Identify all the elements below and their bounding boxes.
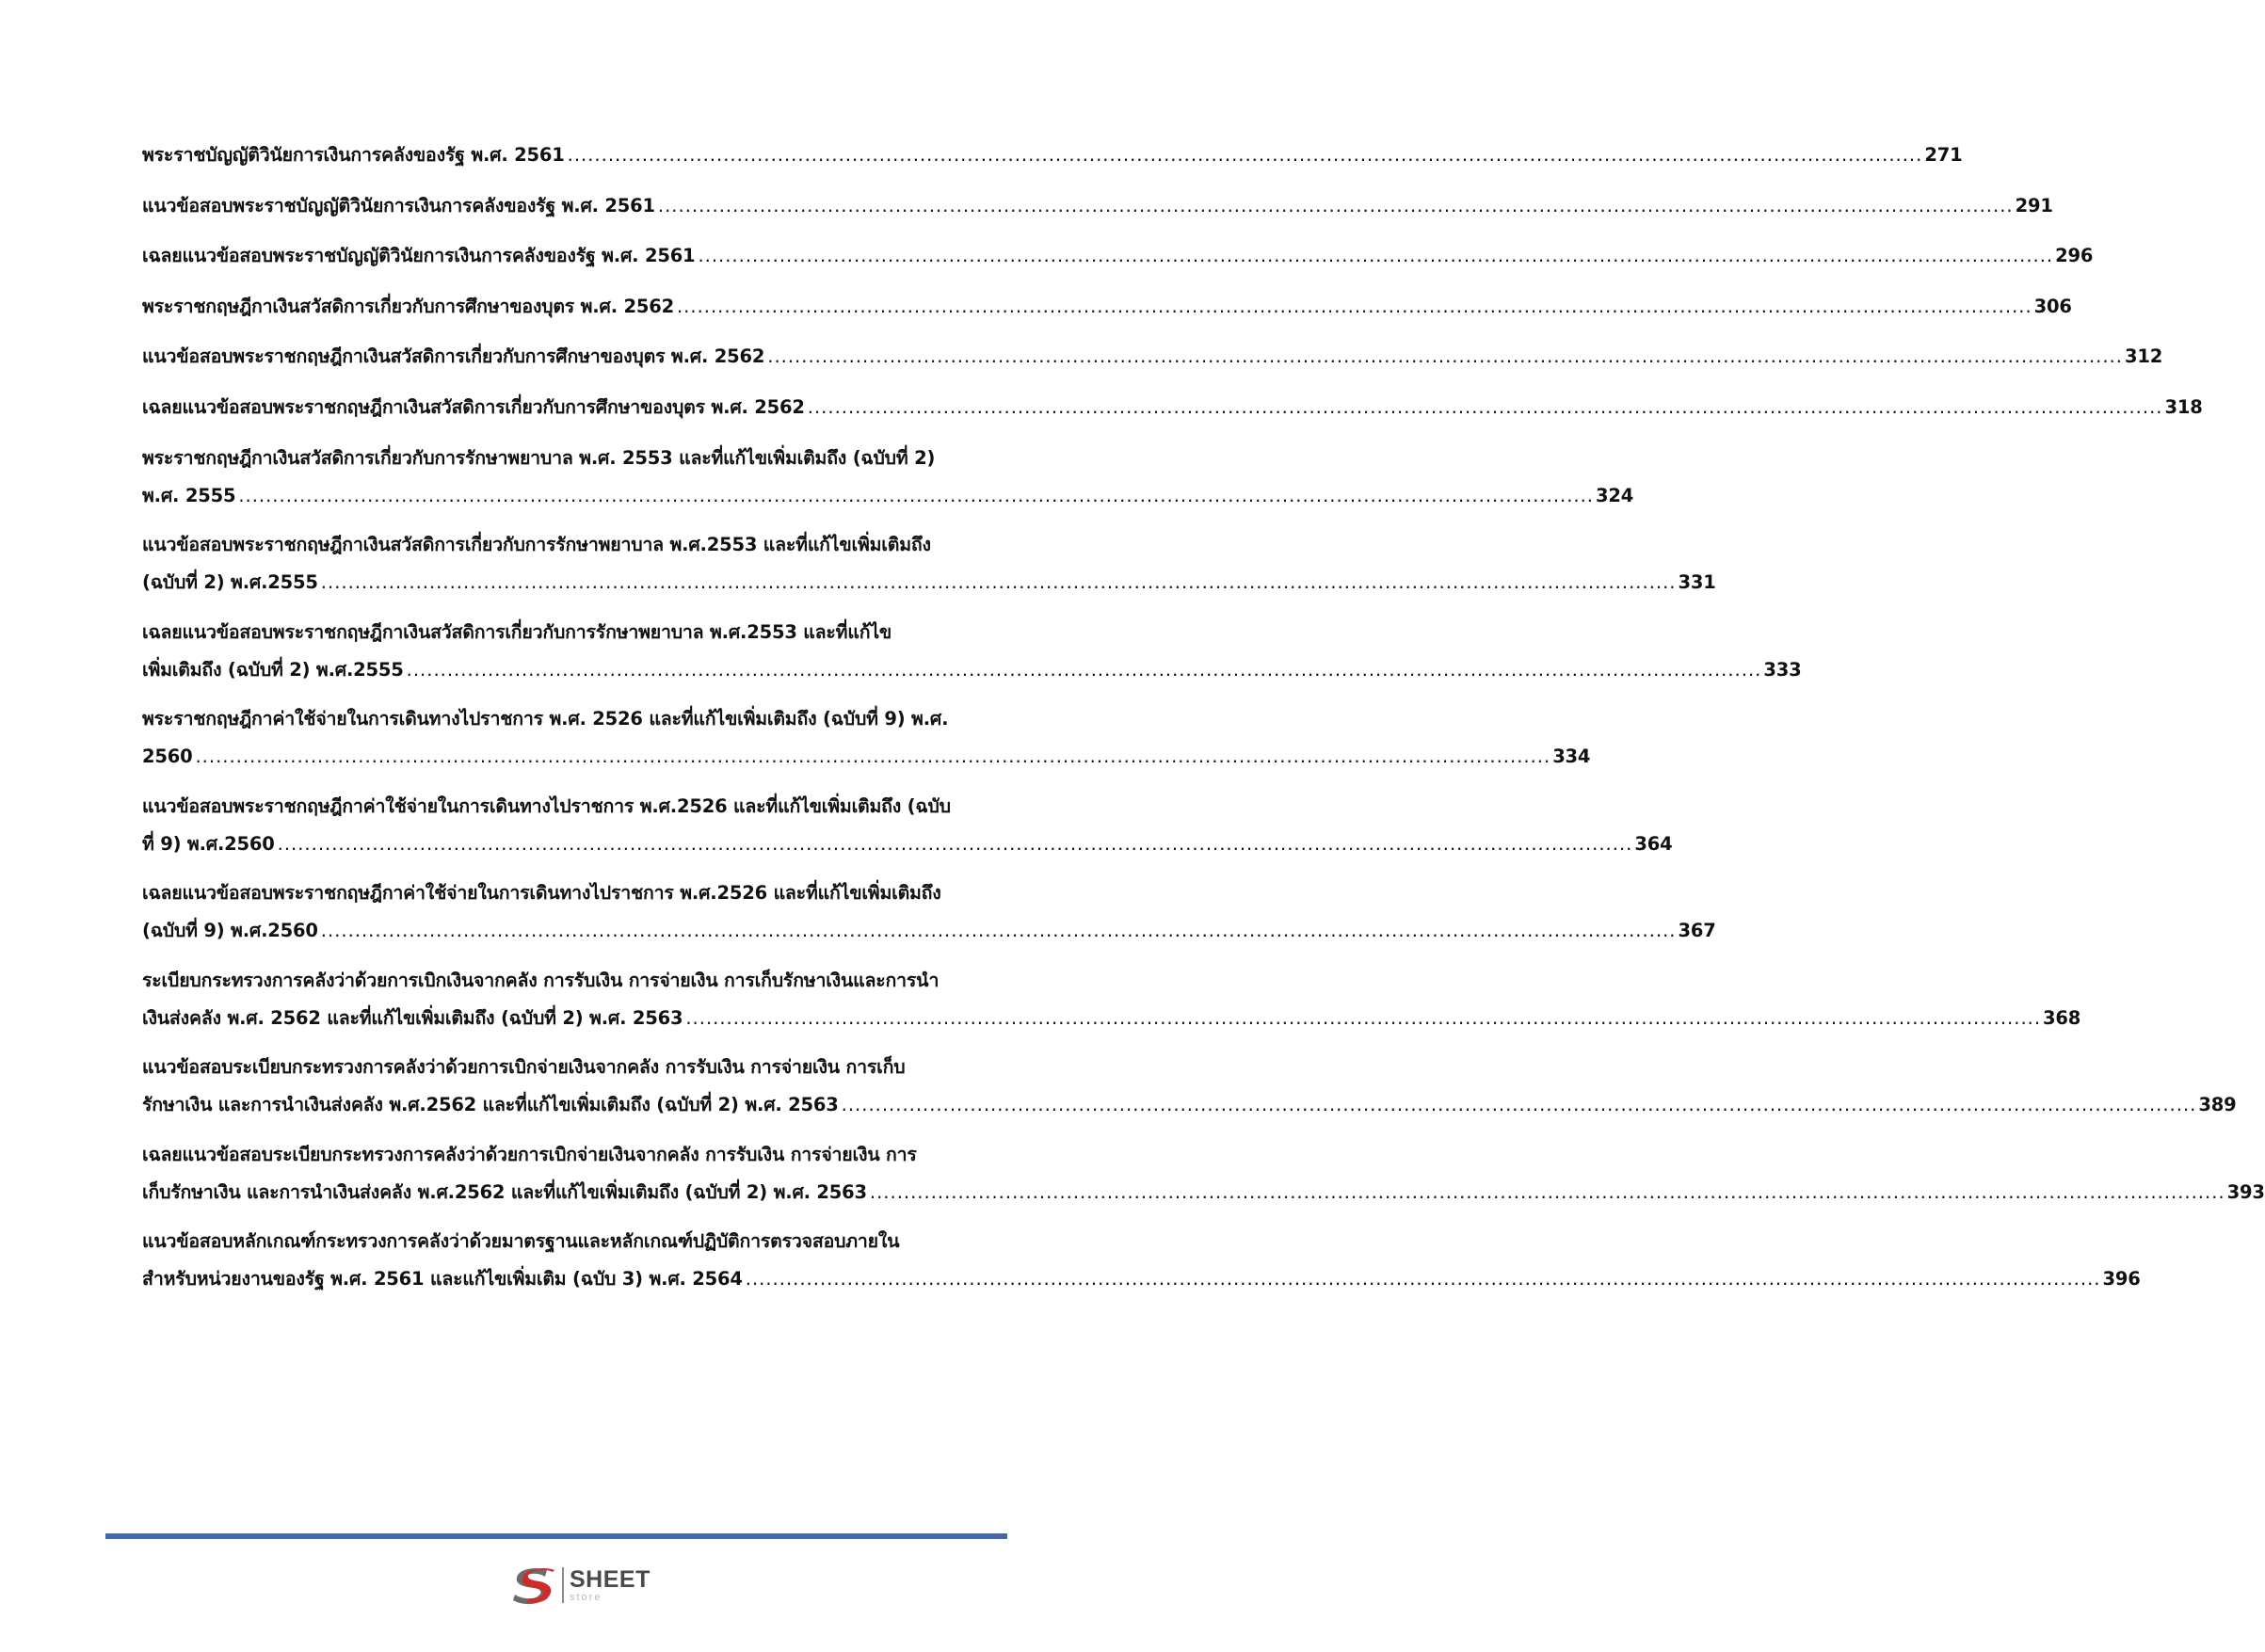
toc-entry-title-line: แนวข้อสอบหลักเกณฑ์กระทรวงการคลังว่าด้วยมาตรฐานและหลักเกณฑ์ปฏิบัติการตรวจสอบภายใน (142, 1230, 900, 1253)
toc-page-number: 312 (2124, 345, 2163, 368)
dot-leader: ........................................................................................................................................................................................................ (745, 1268, 2101, 1291)
dot-leader: ........................................................................................................................................................................................................ (841, 1094, 2197, 1116)
toc-entry[interactable] (142, 881, 1716, 943)
toc-entry-title-line: พ.ศ. 2555 (142, 484, 236, 506)
toc-entry-title-line: (ฉบับที่ 9) พ.ศ.2560 (142, 920, 318, 942)
dot-leader: ........................................................................................................................................................................................................ (807, 396, 2163, 418)
toc-entry-title-line: แนวข้อสอบพระราชบัญญัติวินัยการเงินการคลังของรัฐ พ.ศ. 2561 (142, 194, 655, 217)
toc-entry-title-line: เฉลยแนวข้อสอบพระราชกฤษฎีกาเงินสวัสดิการเกี่ยวกับการศึกษาของบุตร พ.ศ. 2562 (142, 396, 805, 418)
logo-separator (562, 1567, 564, 1603)
toc-entry[interactable] (142, 446, 1634, 508)
toc-page-number: 367 (1678, 920, 1716, 942)
toc-entry[interactable] (142, 794, 1673, 857)
toc-entry[interactable] (142, 395, 2203, 420)
toc-entry-title-line: พระราชกฤษฎีกาเงินสวัสดิการเกี่ยวกับการรักษาพยาบาล พ.ศ. 2553 และที่แก้ไขเพิ่มเติมถึง (ฉบับที่ 2) (142, 446, 936, 469)
toc-entry[interactable] (142, 345, 2163, 369)
dot-leader: ........................................................................................................................................................................................................ (767, 345, 2123, 368)
toc-entry[interactable] (142, 1143, 2265, 1205)
dot-leader: ........................................................................................................................................................................................................ (195, 746, 1551, 768)
toc-entry[interactable] (142, 194, 2053, 218)
toc-page-number: 331 (1678, 571, 1716, 594)
dot-leader: ........................................................................................................................................................................................................ (567, 144, 1923, 166)
dot-leader: ........................................................................................................................................................................................................ (676, 295, 2032, 317)
toc-entry-title-line: เพิ่มเติมถึง (ฉบับที่ 2) พ.ศ.2555 (142, 658, 404, 681)
toc-page-number: 396 (2102, 1268, 2141, 1291)
toc-page-number: 291 (2015, 194, 2053, 217)
dot-leader: ........................................................................................................................................................................................................ (320, 571, 1677, 594)
dot-leader: ........................................................................................................................................................................................................ (238, 484, 1595, 506)
toc-entry[interactable] (142, 533, 1716, 595)
toc-entry[interactable] (142, 244, 2094, 268)
dot-leader: ........................................................................................................................................................................................................ (869, 1180, 2225, 1203)
toc-entry-title-line: พระราชกฤษฎีกาค่าใช้จ่ายในการเดินทางไปราชการ พ.ศ. 2526 และที่แก้ไขเพิ่มเติมถึง (ฉบับที่ 9) พ.ศ. (142, 708, 949, 730)
toc-entry-title-line: (ฉบับที่ 2) พ.ศ.2555 (142, 571, 318, 594)
logo-s-icon (509, 1564, 558, 1606)
dot-leader: ........................................................................................................................................................................................................ (320, 920, 1677, 942)
toc-entry-title-line: เฉลยแนวข้อสอบพระราชบัญญัติวินัยการเงินการคลังของรัฐ พ.ศ. 2561 (142, 245, 696, 267)
toc-entry[interactable] (142, 1229, 2141, 1291)
toc-entry-title-line: เฉลยแนวข้อสอบระเบียบกระทรวงการคลังว่าด้วยการเบิกจ่ายเงินจากคลัง การรับเงิน การจ่ายเงิน การ (142, 1143, 917, 1165)
toc-entry-title-line: เฉลยแนวข้อสอบพระราชกฤษฎีกาเงินสวัสดิการเกี่ยวกับการรักษาพยาบาล พ.ศ.2553 และที่แก้ไข (142, 620, 892, 643)
toc-entry[interactable] (142, 143, 1963, 168)
toc-page-number: 393 (2226, 1180, 2265, 1203)
toc-page-number: 318 (2164, 396, 2203, 418)
footer-rule (105, 1533, 1007, 1539)
toc-page-number: 324 (1596, 484, 1634, 506)
toc-entry-title-line: พระราชกฤษฎีกาเงินสวัสดิการเกี่ยวกับการศึกษาของบุตร พ.ศ. 2562 (142, 295, 674, 317)
toc-page-number: 334 (1552, 746, 1591, 768)
dot-leader: ........................................................................................................................................................................................................ (698, 245, 2054, 267)
toc-page-number: 364 (1634, 832, 1673, 855)
toc-entry[interactable] (142, 295, 2072, 319)
toc-page-number: 296 (2055, 245, 2094, 267)
dot-leader: ........................................................................................................................................................................................................ (657, 194, 2014, 217)
logo-subword: store (570, 1591, 602, 1603)
toc-entry-title-line: ระเบียบกระทรวงการคลังว่าด้วยการเบิกเงินจากคลัง การรับเงิน การจ่ายเงิน การเก็บรักษาเงินและการนำ (142, 969, 940, 991)
toc-page-number: 368 (2043, 1006, 2081, 1029)
toc-entry-title-line: เก็บรักษาเงิน และการนำเงินส่งคลัง พ.ศ.2562 และที่แก้ไขเพิ่มเติมถึง (ฉบับที่ 2) พ.ศ. 2563 (142, 1180, 867, 1203)
toc-entry-title-line: แนวข้อสอบพระราชกฤษฎีกาเงินสวัสดิการเกี่ยวกับการรักษาพยาบาล พ.ศ.2553 และที่แก้ไขเพิ่มเติมถึง (142, 534, 931, 556)
dot-leader: ........................................................................................................................................................................................................ (685, 1006, 2042, 1029)
toc-entry-title-line: ที่ 9) พ.ศ.2560 (142, 832, 275, 855)
toc-entry-title-line: แนวข้อสอบพระราชกฤษฎีกาเงินสวัสดิการเกี่ยวกับการศึกษาของบุตร พ.ศ. 2562 (142, 345, 765, 368)
toc-entry[interactable] (142, 620, 1802, 682)
toc-page-number: 389 (2198, 1094, 2237, 1116)
toc-entry[interactable] (142, 1055, 2237, 1117)
toc-entry-title-line: สำหรับหน่วยงานของรัฐ พ.ศ. 2561 และแก้ไขเพิ่มเติม (ฉบับ 3) พ.ศ. 2564 (142, 1268, 743, 1291)
toc-entry[interactable] (142, 707, 1591, 769)
logo-word: SHEET (570, 1565, 651, 1593)
toc-entry-title-line: เงินส่งคลัง พ.ศ. 2562 และที่แก้ไขเพิ่มเติมถึง (ฉบับที่ 2) พ.ศ. 2563 (142, 1006, 683, 1029)
toc-entry[interactable] (142, 969, 2081, 1031)
dot-leader: ........................................................................................................................................................................................................ (277, 832, 1633, 855)
dot-leader: ........................................................................................................................................................................................................ (406, 658, 1762, 681)
toc-entry-title-line: 2560 (142, 746, 193, 768)
toc-entry-title-line: แนวข้อสอบพระราชกฤษฎีกาค่าใช้จ่ายในการเดินทางไปราชการ พ.ศ.2526 และที่แก้ไขเพิ่มเติมถึง (ฉบับ (142, 794, 951, 817)
sheet-store-logo (509, 1563, 651, 1608)
toc-entry-title-line: แนวข้อสอบระเบียบกระทรวงการคลังว่าด้วยการเบิกจ่ายเงินจากคลัง การรับเงิน การจ่ายเงิน การเก็บ (142, 1056, 906, 1079)
toc-page-number: 271 (1924, 144, 1963, 166)
toc-page-number: 333 (1763, 658, 1802, 681)
toc-page-number: 306 (2033, 295, 2072, 317)
toc-entry-title-line: รักษาเงิน และการนำเงินส่งคลัง พ.ศ.2562 และที่แก้ไขเพิ่มเติมถึง (ฉบับที่ 2) พ.ศ. 2563 (142, 1094, 839, 1116)
toc-entry-title-line: พระราชบัญญัติวินัยการเงินการคลังของรัฐ พ.ศ. 2561 (142, 144, 565, 166)
toc-entry-title-line: เฉลยแนวข้อสอบพระราชกฤษฎีกาค่าใช้จ่ายในการเดินทางไปราชการ พ.ศ.2526 และที่แก้ไขเพิ่มเติมถึง (142, 882, 941, 905)
